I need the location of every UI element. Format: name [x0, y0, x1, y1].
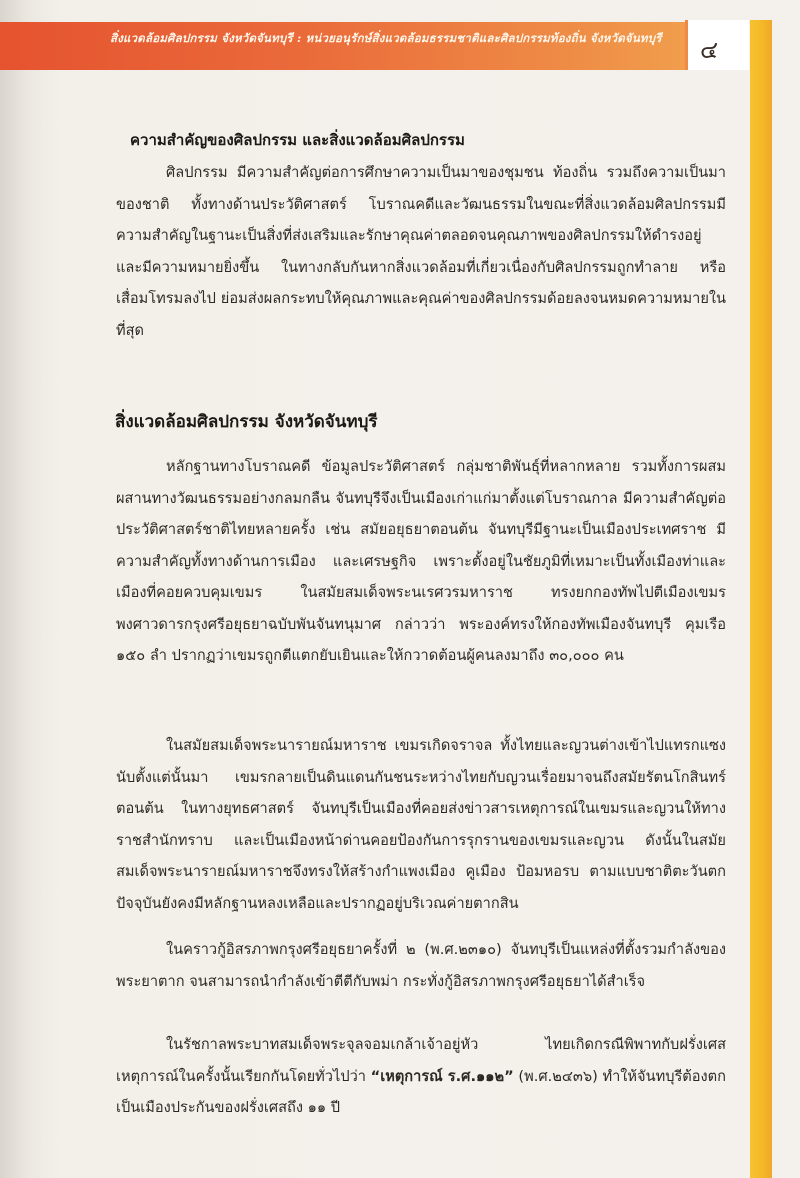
section-title-importance: ความสำคัญของศิลปกรรม และสิ่งแวดล้อมศิลปกรรม — [130, 131, 465, 149]
paragraph-history-3: ในคราวกู้อิสรภาพกรุงศรีอยุธยาครั้งที่ ๒ (พ.ศ.๒๓๑๐) จันทบุรีเป็นแหล่งที่ตั้งรวมกำลังของพระยาตาก จนสามารถนำกำลังเข้าตีตีกับพม่า กระทั่งกู้อิสรภาพกรุงศรีอยุธยาได้สำเร็จ — [116, 941, 726, 990]
section-title-chanthaburi: สิ่งแวดล้อมศิลปกรรม จังหวัดจันทบุรี — [115, 412, 378, 432]
page-number: ๔ — [700, 36, 719, 64]
paragraph-history-1: หลักฐานทางโบราณคดี ข้อมูลประวัติศาสตร์ กลุ่มชาติพันธุ์ที่หลากหลาย รวมทั้งการผสมผสานทางวัฒนธรรมอย่างกลมกลืน จันทบุรีจึงเป็นเมืองเก่าแก่มาตั้งแต่โบราณกาล มีความสำคัญต่อประวัติศาสตร์ชาติไทยหลายครั้ง เช่น สมัยอยุธยาตอนต้น จันทบุรีมีฐานะเป็นเมืองประเทศราช มีความสำคัญทั้งทางด้านการเมือง และเศรษฐกิจ เพราะตั้งอยู่ในชัยภูมิที่เหมาะเป็นทั้งเมืองท่าและเมืองที่คอยควบคุมเขมร ในสมัยสมเด็จพระนเรศวรมหาราช ทรงยกกองทัพไปตีเมืองเขมร พงศาวดารกรุงศรีอยุธยาฉบับพันจันทนุมาศ กล่าวว่า พระองค์ทรงให้กองทัพเมืองจันทบุรี คุมเรือ ๑๕๐ ลำ ปรากฏว่าเขมรถูกตีแตกยับเยินและให้กวาดต้อนผู้คนลงมาถึง ๓๐,๐๐๐ คน — [116, 458, 726, 664]
paragraph-importance: ศิลปกรรม มีความสำคัญต่อการศึกษาความเป็นมาของชุมชน ท้องถิ่น รวมถึงความเป็นมาของชาติ ทั้งทางด้านประวัติศาสตร์ โบราณคดีและวัฒนธรรมในขณะที่สิ่งแวดล้อมศิลปกรรมมีความสำคัญในฐานะเป็นสิ่งที่ส่งเสริมและรักษาคุณค่าตลอดจนคุณภาพของศิลปกรรมให้ดำรงอยู่และมีความหมายยิ่งขึ้น ในทางกลับกันหากสิ่งแวดล้อมที่เกี่ยวเนื่องกับศิลปกรรมถูกทำลาย หรือเสื่อมโทรมลงไป ย่อมส่งผลกระทบให้คุณภาพและคุณค่าของศิลปกรรมด้อยลงจนหมดความหมายในที่สุด — [116, 164, 726, 339]
paragraph-history-4-start: ในรัชกาลพระบาทสมเด็จพระจุลจอมเกล้าเจ้าอยู่หัว ไทยเกิดกรณีพิพาทกับฝรั่งเศสเหตุการณ์ในครั้งนั้นเรียกกันโดยทั่วไปว่า — [116, 1036, 726, 1085]
paragraph-history-4 — [116, 1029, 726, 1124]
paragraph-history-2: ในสมัยสมเด็จพระนารายณ์มหาราช เขมรเกิดจราจล ทั้งไทยและญวนต่างเข้าไปแทรกแซงนับตั้งแต่นั้นมา เขมรกลายเป็นดินแดนกันชนระหว่างไทยกับญวนเรื่อยมาจนถึงสมัยรัตนโกสินทร์ตอนต้น ในทางยุทธศาสตร์ จันทบุรีเป็นเมืองที่คอยส่งข่าวสารเหตุการณ์ในเขมรและญวนให้ทางราชสำนักทราบ และเป็นเมืองหน้าด่านคอยป้องกันการรุกรานของเขมรและญวน ดังนั้นในสมัยสมเด็จพระนารายณ์มหาราชจึงทรงให้สร้างกำแพงเมือง คูเมือง ป้อมหอรบ ตามแบบชาติตะวันตก ปัจจุบันยังคงมีหลักฐานหลงเหลือและปรากฏอยู่บริเวณค่ายตากสิน — [116, 737, 726, 912]
event-rs112: “เหตุการณ์ ร.ศ.๑๑๒” — [370, 1067, 514, 1085]
side-color-bar — [750, 20, 772, 1178]
paragraph-history-4-end: (พ.ศ.๒๔๓๖) ทำให้จันทบุรีต้องตกเป็นเมืองประกันของฝรั่งเศสถึง ๑๑ ปี — [116, 1067, 726, 1116]
running-header: สิ่งแวดล้อมศิลปกรรม จังหวัดจันทบุรี : หน่วยอนุรักษ์สิ่งแวดล้อมธรรมชาติและศิลปกรรมท้องถิ่น จังหวัดจันทบุรี — [110, 31, 662, 45]
